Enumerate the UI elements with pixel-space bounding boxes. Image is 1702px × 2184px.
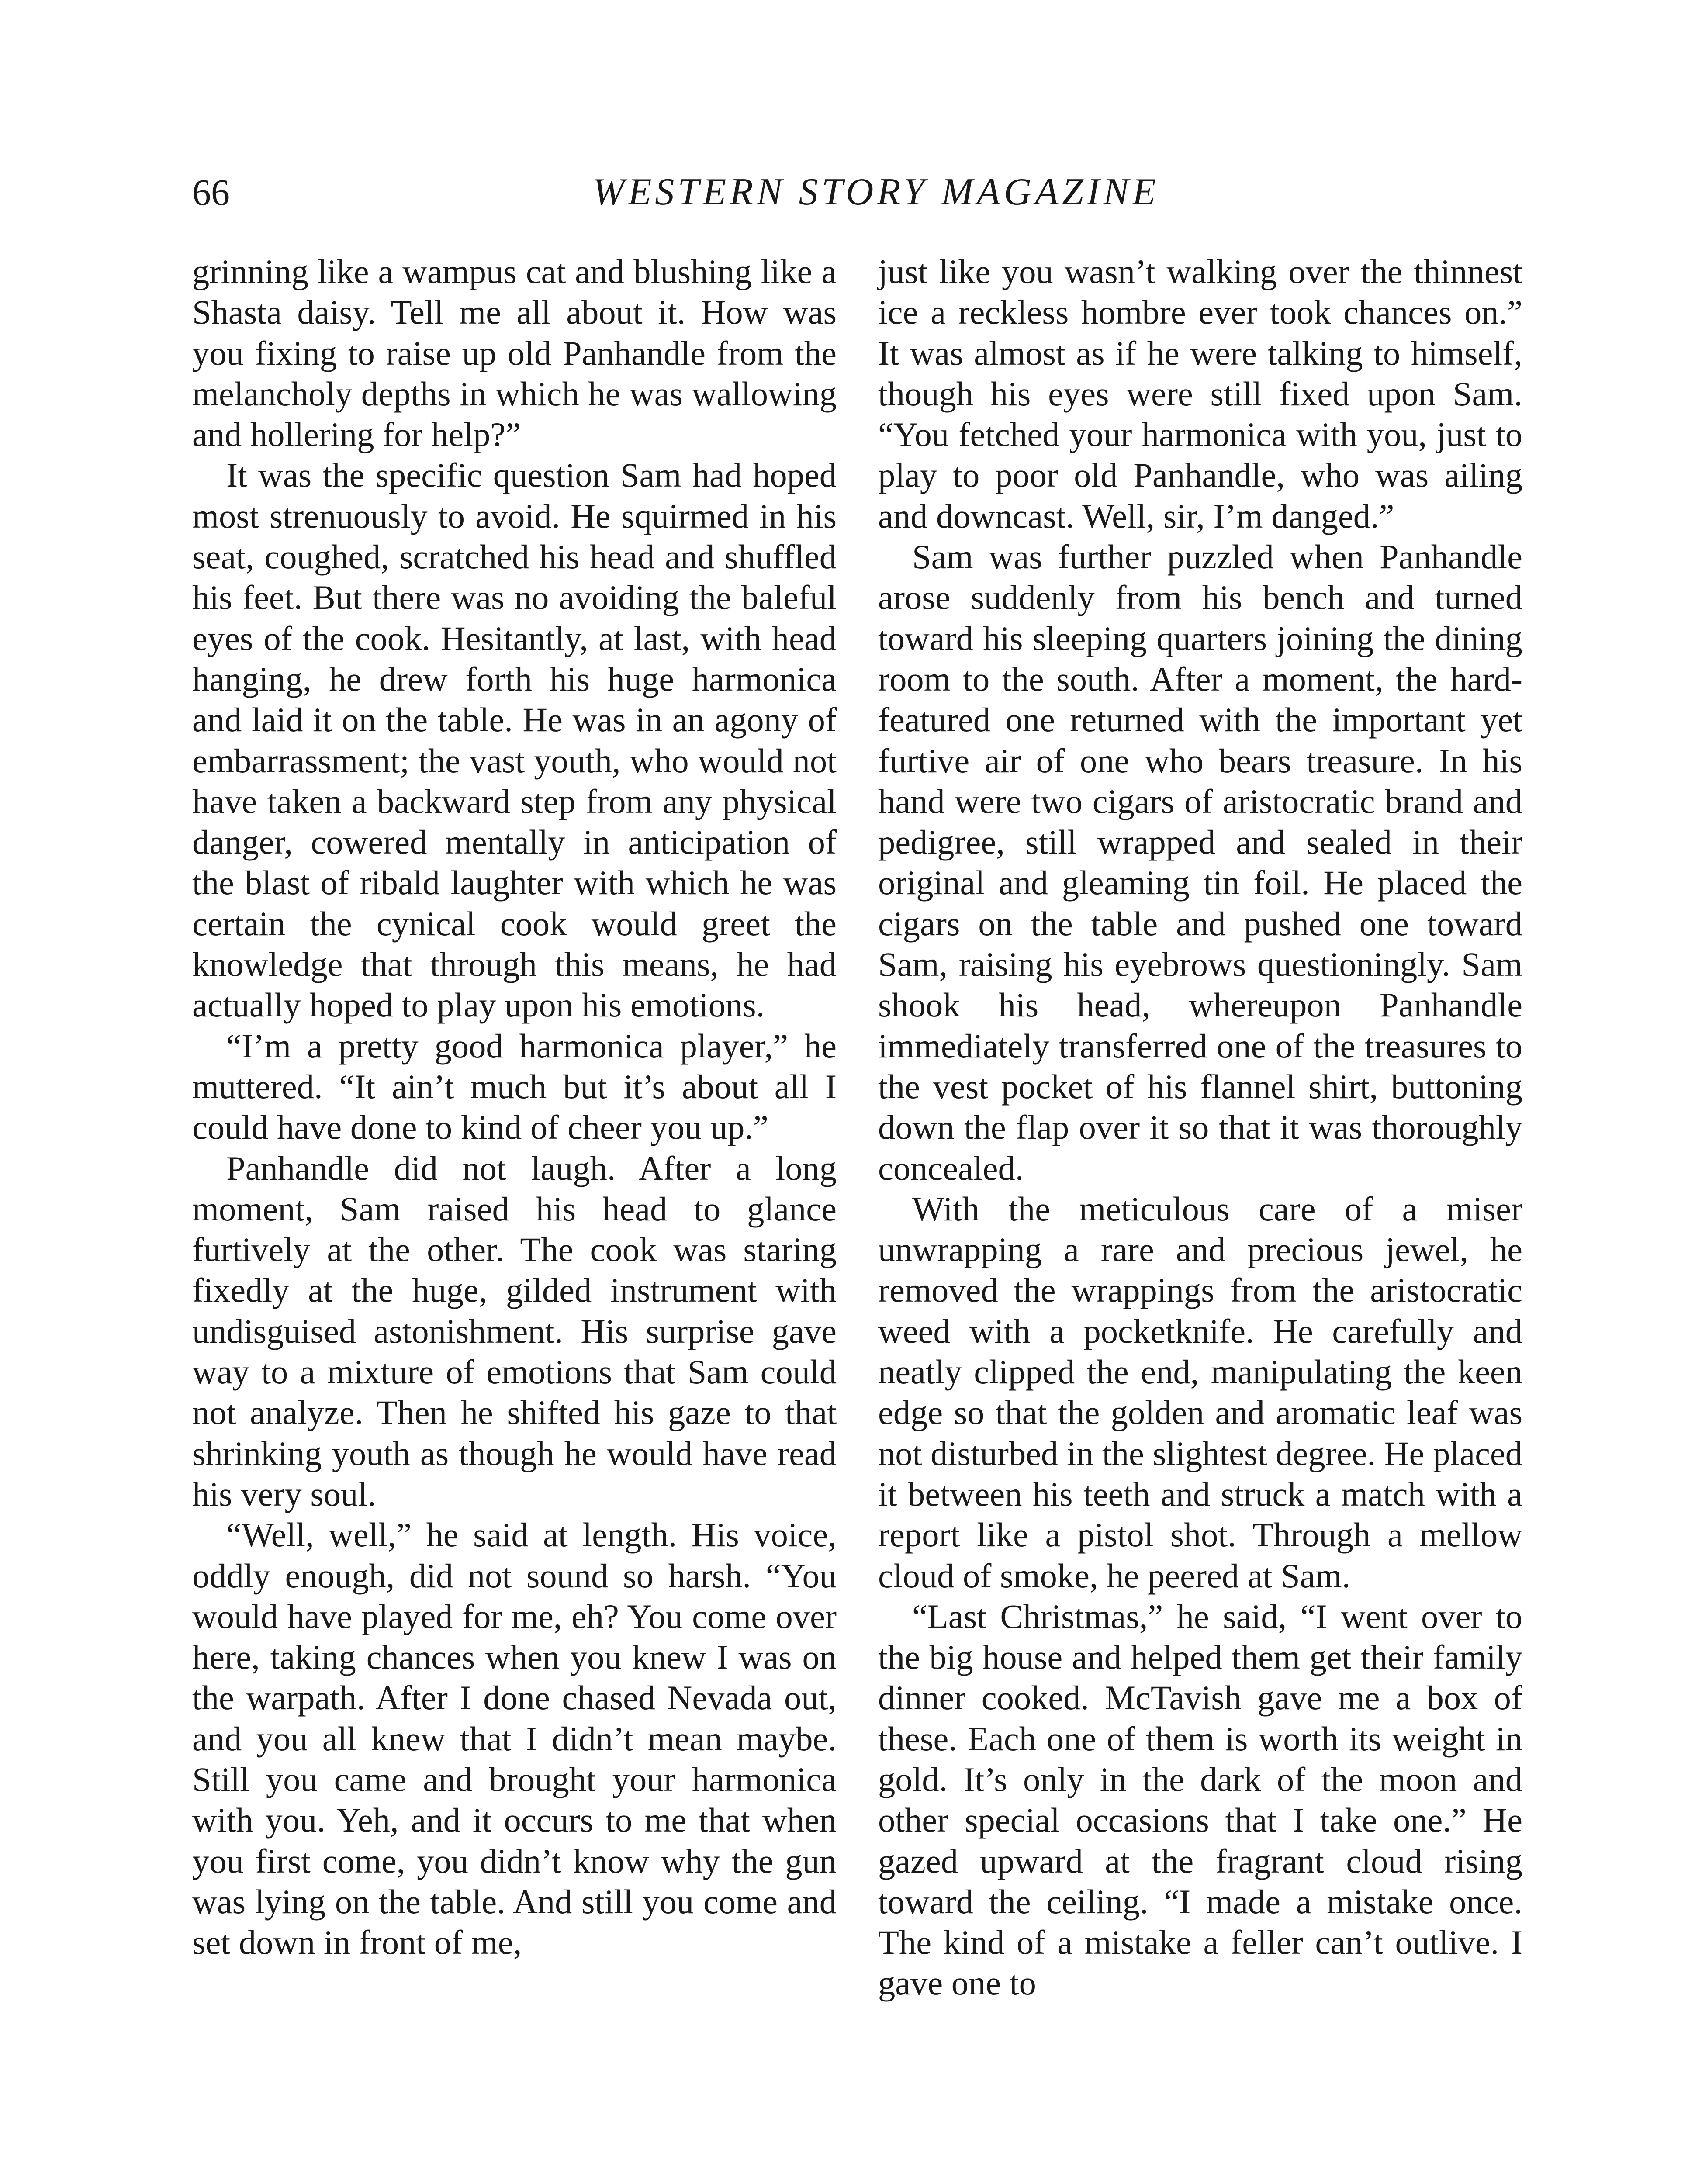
paragraph: grinning like a wampus cat and blushing like a Shasta daisy. Tell me all about it. How was you fixing to raise up old Panhandle from the melancholy depths in which he was wallowing and hollering for help?” — [192, 252, 837, 454]
left-column — [192, 251, 837, 1963]
right-column — [878, 251, 1522, 2004]
paragraph: Panhandle did not laugh. After a long moment, Sam raised his head to glance furtively at the other. The cook was staring fixedly at the huge, gilded instrument with undisguised astonishment. His surprise gave way to a mixture of emotions that Sam could not analyze. Then he shifted his gaze to that shrinking youth as though he would have read his very soul. — [192, 1149, 837, 1513]
paragraph: “I’m a pretty good harmonica player,” he muttered. “It ain’t much but it’s about all I could have done to kind of cheer you up.” — [192, 1026, 837, 1147]
page-header — [192, 166, 1560, 218]
paragraph: It was the specific question Sam had hoped most strenuously to avoid. He squirmed in his seat, coughed, scratched his head and shuffled his feet. But there was no avoiding the baleful eyes of the cook. Hesitantly, at last, with head hanging, he drew forth his huge harmonica and laid it on the table. He was in an agony of embarrassment; the vast youth, who would not have taken a backward step from any physical danger, cowered mentally in anticipation of the blast of ribald laughter with which he was certain the cynical cook would greet the knowledge that through this means, he had actually hoped to play upon his emotions. — [192, 456, 837, 1024]
paragraph: Sam was further puzzled when Panhandle arose suddenly from his bench and turned toward his sleeping quarters joining the dining room to the south. After a moment, the hard-featured one returned with the important yet furtive air of one who bears treasure. In his hand were two cigars of aristocratic brand and pedigree, still wrapped and sealed in their original and gleaming tin foil. He placed the cigars on the table and pushed one toward Sam, raising his eyebrows questioningly. Sam shook his head, whereupon Panhandle immediately transferred one of the treasures to the vest pocket of his flannel shirt, buttoning down the flap over it so that it was thoroughly concealed. — [878, 538, 1522, 1187]
paragraph: just like you wasn’t walking over the thinnest ice a reckless hombre ever took chances on.” It was almost as if he were talking to himself, though his eyes were still fixed upon Sam. “You fetched your harmonica with you, just to play to poor old Panhandle, who was ailing and downcast. Well, sir, I’m danged.” — [878, 252, 1522, 535]
paragraph: “Last Christmas,” he said, “I went over to the big house and helped them get their family dinner cooked. McTavish gave me a box of these. Each one of them is worth its weight in gold. It’s only in the dark of the moon and other special occasions that I take one.” He gazed upward at the fragrant cloud rising toward the ceiling. “I made a mistake once. The kind of a mistake a feller can’t outlive. I gave one to — [878, 1597, 1522, 2002]
page-number: 66 — [192, 171, 230, 213]
paragraph: “Well, well,” he said at length. His voice, oddly enough, did not sound so harsh. “You would have played for me, eh? You come over here, taking chances when you knew I was on the warpath. After I done chased Nevada out, and you all knew that I didn’t mean maybe. Still you came and brought your harmonica with you. Yeh, and it occurs to me that when you first come, you didn’t know why the gun was lying on the table. And still you come and set down in front of me, — [192, 1516, 837, 1962]
running-title: WESTERN STORY MAGAZINE — [592, 171, 1159, 213]
paragraph: With the meticulous care of a miser unwrapping a rare and precious jewel, he removed the wrappings from the aristocratic weed with a pocketknife. He carefully and neatly clipped the end, manipulating the keen edge so that the golden and aromatic leaf was not disturbed in the slightest degree. He placed it between his teeth and struck a match with a report like a pistol shot. Through a mellow cloud of smoke, he peered at Sam. — [878, 1189, 1522, 1595]
